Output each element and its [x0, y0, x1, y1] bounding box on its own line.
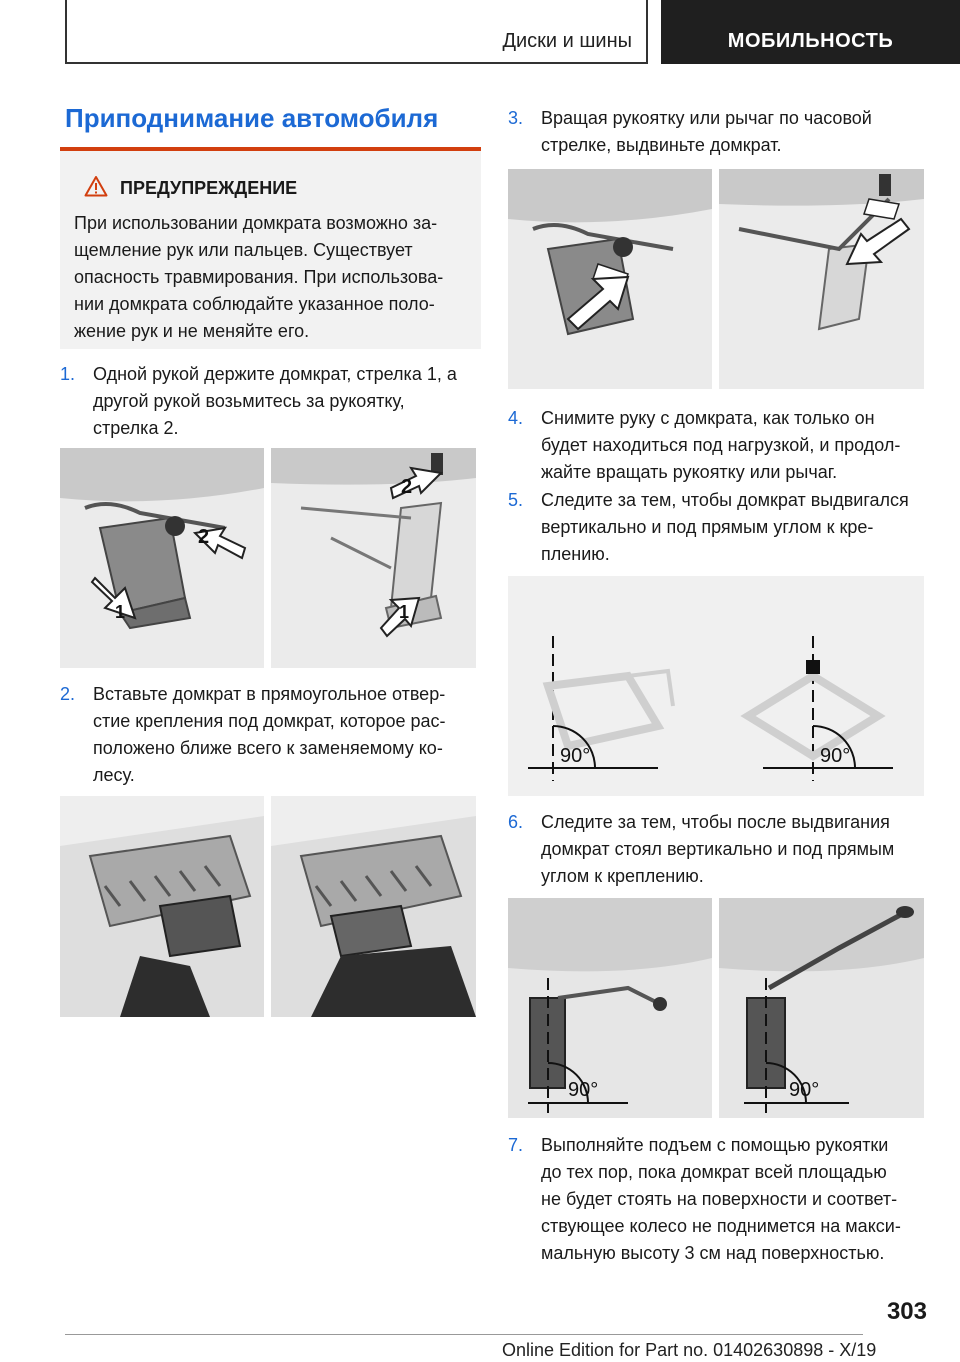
figure-jack-vertical-b: [719, 898, 924, 1118]
step-number: 1.: [60, 364, 76, 384]
step-4: [508, 405, 924, 486]
arrow-label-2: 2: [198, 526, 210, 548]
step-line: Выполняйте подъем с помощью рукоятки: [541, 1135, 889, 1155]
warning-title: ПРЕДУПРЕЖДЕНИЕ: [120, 178, 298, 198]
step-line: ствующее колесо не поднимется на макси-: [541, 1216, 901, 1236]
figure-hold-jack: [60, 448, 264, 668]
step-1: [60, 361, 481, 442]
step-line: стрелке, выдвиньте домкрат.: [541, 135, 782, 155]
step-line: лесу.: [93, 765, 135, 785]
warning-line: При использовании домкрата возможно за-: [74, 213, 438, 233]
header-frame: [65, 0, 648, 64]
page-heading: Приподнимание автомобиля: [65, 103, 439, 133]
step-3: [508, 105, 924, 159]
arrow-label-1: 1: [115, 602, 126, 622]
step-line: Вставьте домкрат в прямоугольное отвер-: [93, 684, 446, 704]
warning-triangle-icon: [84, 175, 108, 202]
step-line: другой рукой возьмитесь за рукоятку,: [93, 391, 405, 411]
step-line: Следите за тем, чтобы домкрат выдвигался: [541, 490, 909, 510]
step-line: углом к креплению.: [541, 866, 704, 886]
warning-header: [84, 175, 467, 202]
figure-grab-handle: [271, 448, 476, 668]
figure-vertical-alignment: [508, 576, 924, 796]
figure-crank-a: [508, 169, 712, 389]
footer-divider: [65, 1334, 863, 1335]
step-line: Снимите руку с домкрата, как только он: [541, 408, 875, 428]
step-7: [508, 1132, 924, 1267]
angle-label: 90°: [820, 745, 851, 767]
section-title: Диски и шины: [502, 30, 632, 52]
step-number: 7.: [508, 1135, 524, 1155]
step-line: до тех пор, пока домкрат всей площадью: [541, 1162, 887, 1182]
warning-box: [60, 147, 481, 349]
figure-insert-jack-a: [60, 796, 264, 1017]
footer-edition: Online Edition for Part no. 01402630898 - X/19: [502, 1340, 877, 1360]
step-line: не будет стоять на поверхности и соответ-: [541, 1189, 898, 1209]
figure-insert-jack-b: [271, 796, 476, 1017]
step-line: стие крепления под домкрат, которое рас-: [93, 711, 446, 731]
warning-line: жение рук и не меняйте его.: [74, 321, 310, 341]
warning-line: щемление рук или пальцев. Существует: [74, 240, 413, 260]
step-line: Одной рукой держите домкрат, стрелка 1, а: [93, 364, 457, 384]
step-line: Вращая рукоятку или рычаг по часовой: [541, 108, 872, 128]
chapter-tab: МОБИЛЬНОСТЬ: [661, 0, 960, 64]
angle-label: 90°: [560, 745, 591, 767]
warning-text: [74, 210, 467, 345]
angle-label: 90°: [789, 1079, 820, 1101]
step-number: 5.: [508, 490, 524, 510]
warning-line: опасность травмирования. При использова-: [74, 267, 444, 287]
step-number: 3.: [508, 108, 524, 128]
step-line: стрелка 2.: [93, 418, 179, 438]
step-line: мальную высоту 3 см над поверхностью.: [541, 1243, 885, 1263]
arrow-label-2: 2: [401, 476, 413, 498]
step-line: домкрат стоял вертикально и под прямым: [541, 839, 895, 859]
step-5: [508, 487, 924, 568]
angle-label: 90°: [568, 1079, 599, 1101]
arrow-label-1: 1: [399, 602, 410, 622]
step-line: жайте вращать рукоятку или рычаг.: [541, 462, 838, 482]
step-6: [508, 809, 924, 890]
step-line: Следите за тем, чтобы после выдвигания: [541, 812, 890, 832]
warning-line: нии домкрата соблюдайте указанное поло-: [74, 294, 435, 314]
step-line: будет находиться под нагрузкой, и продол-: [541, 435, 901, 455]
step-line: положено ближе всего к заменяемому ко-: [93, 738, 443, 758]
page-number: 303: [886, 1298, 927, 1325]
figure-crank-b: [719, 169, 924, 389]
step-line: вертикально и под прямым углом к кре-: [541, 517, 874, 537]
step-line: плению.: [541, 544, 610, 564]
step-number: 4.: [508, 408, 524, 428]
step-number: 2.: [60, 684, 76, 704]
step-number: 6.: [508, 812, 524, 832]
figure-jack-vertical-a: [508, 898, 712, 1118]
step-2: [60, 681, 481, 789]
